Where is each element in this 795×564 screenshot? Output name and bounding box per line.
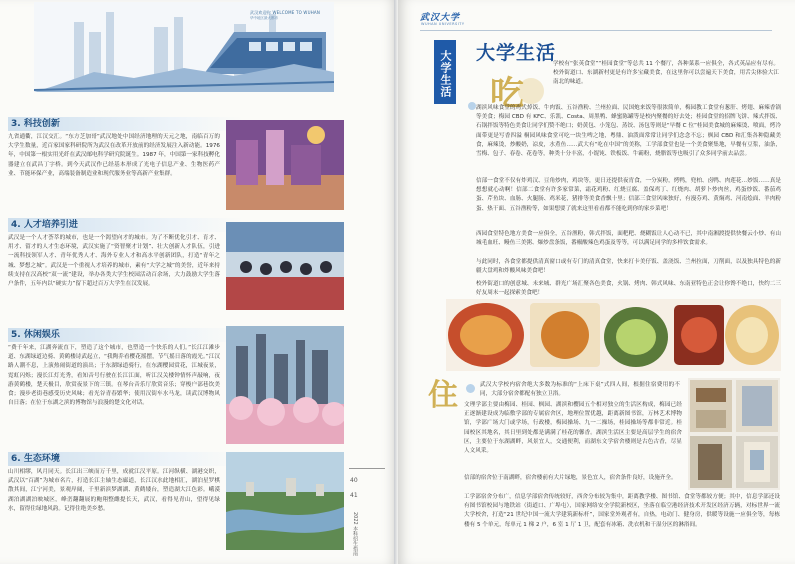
food-paragraph-5: 校外街道口的创意城、未来城、群光广场汇聚各色美食，火锅、烤肉、韩式风味、东南亚特色正会让你馋不绝口，快约二三好友周末一起探索美食吧！: [476, 281, 781, 297]
vertical-section-tag: 大学生活: [434, 40, 456, 104]
header-rule: [420, 30, 772, 31]
dorm-paragraph-2: 信部的宿舍位于南湖畔，宿舍楼前有大片绿地，景色宜人，宿舍条件良好，设施齐全。: [464, 475, 677, 481]
food-paragraph-3: 西园食堂特色地方美食一应俱全，五谷渔粉，韩式拌饭，面粑粑、烧糊饭让人心动不已，其中南湘渡提供快餐云小炒、有山城毛血旺、鳗鱼三美粥、爆炒盘条饭，番椒酸辣色鸡蛋及等等，可以满足同学的多样饮食需求。: [476, 231, 781, 247]
dorm-photo-collage: [688, 378, 780, 490]
section-title-ecology: 6. 生态环境: [8, 452, 243, 466]
food-photo-collage: [446, 299, 781, 371]
section-body-ecology: 山川相缪，风月同天。长江出三峡而万千里，成就江汉平原。江河纵横、湖港交织，武汉以“百湖”为城市名片，打造长江主轴生态廊道，长江汉水此地相汇，湖泊星罗棋散其间，江宁河美，景观岸阔，千里新滨梦湖湖、黄鹤矮台，塑造湖大江色彩。峨漠湖泊湖湖泊映城区，峰峦翻翻展的鲍翔整雌提长天，武汉，看得见青山，望得见绿水，留得住绿地风韵。记得住绝美乡愁。: [8, 469, 220, 512]
food-paragraph-2: 信部一食堂不仅有炸鸡汉、豆角炒肉，鸡块等，更日还提供夜宵食，一分炭粉，烤鸭，兜柏、卤鸭、肉莲花…妙饭……真是想想就心动啊！信部二食堂有许多家常菜，霜花鸡粉、红烧豆腐、盖保鸡丁、红烧肉、胡萝卜炒肉丝，鸡蛋炒饭、番茄鸡蛋、芹鱼块、血肠、火腿肠、鸡米花，猪排等美食香飘十里；信部三食堂风味独好，有漫芬鸡、黄焖鸡、河南烩面、羊肉粉蛋、热干面、五谷渔粉等，如果想要了就来这里看看都不能吃到你的家乡菜吧！: [476, 178, 781, 212]
food-paragraph-4: 与此同时，各食堂都提供清真窗口或有专门的清真食堂，快来打卡美仔饭、盖浇饭、兰州拉面，刀削面，以及独具特色的新疆大盘鸡和炸酸风味美食吧！: [476, 259, 781, 275]
page-title: 大学生活: [476, 42, 557, 64]
section-title-talent: 4. 人才培养引进: [8, 218, 243, 232]
right-page: [398, 0, 795, 564]
section-title-tech: 3. 科技创新: [8, 117, 243, 131]
dorm-paragraph-1: 文理学部主要由梅园、桂园、枫园、湖滨和樱园五个相对独立的生活区构成，梅园已经正逐渐建设成为临敷学部的专属宿舍区，地理位置优越，距离新图书馆，万林艺术博物馆，学部广场大门或学场，行政楼，梅园操场、九一二操场，桂园操场等都非常近。桂园校区其地名，其日里到处都是满满了桂花的馨香。湖滨生活区主要是高层学生的宿舍区，主要位于东湖湖畔，风景宜人，交通便利，而湖东文学宿舍楼则是古色古香，尽显人文风采。: [464, 402, 682, 455]
food-intro: 学校有“张英食堂”“桂园食堂”等总共 11 个餐厅，各种菜系一应俱全，各式英品应有尽有。校外街道口、东湖新村更是有许多宝藏美食，在这里你可以尝遍天下美食，用舌尖体验大江南北的味道。: [553, 61, 779, 86]
header-caption-sub: 华中地区最大都市: [250, 16, 278, 20]
food-paragraph-1: 湖滨风味食堂的鸡式焯饭、牛肉饭、五谷渔粉、兰州拉面、民国炮来饭等很浓简单，梅园教工食堂有葱肝、烤翅、麻辣香锅等美食；梅园 CBD 有 KFC、乐凯、Costa、周黑鸭、蜂蜜陈罐等是校内聚餐的好去处；桂园食堂的招牌飞饼、辣式拌饭、石锅拌饭等特色美食让同学们赞不绝口；奶黄包、小笼包、蒸饺、汤包等则是“早餐 C 位”桂园美食城的麻辣烫、喷面，烤冷面带更是写香四溢 桐园风味食堂可吃一块生啤之地，粤鼎、油泼面常常让同学们念念不忘；枫园 CBD 和汇集各种隐藏美食，麻辣烫，炒酸奶，凉皮，水煮鱼……武大有“吃在中国”的美称，工学部食堂也是一个美食聚集地，早餐有豆浆，油条，雪梅、包子、春卷、花卷等，种类十分丰富，小馄饨、铁板饭、牛霸粉，烧腊饭等也吸引了众多同学前去品尝。: [476, 105, 781, 158]
dorm-intro: 武汉大学校内宿舍绝大多数为标准的“上床下桌”式四人间，根据住宿费用的不同，大部分宿舍都配有独立卫浴。: [480, 382, 680, 398]
decor-bubble: [466, 384, 475, 393]
page-divider: [349, 468, 385, 469]
section-title-leisure: 5. 休闲娱乐: [8, 328, 243, 342]
photo-city-blossoms: [226, 326, 344, 444]
section-body-leisure: “费千年来，江湖奔流直下，塑造了这个城市，也塑造一个快乐的人们。”长江江滩步道、东湖绿道边骑、黄鹤楼诗武起立，“我陶乔看樱花摇摆，节气摇日落的霞光。”江汉路人潮不息，上演热闹街道的演出；于东湖绿道骑行，在东湖樱园赏花，江城夜景，霓虹闪烁；漫长江灯光秀，看知音号行驶在长江江面，听江汉关楼钟情怀声敲响，夜游黄鹤楼，楚天极目，欣赏夜景下的三镇。在琴台音乐厅欣赏音乐；穿梭户部巷饮美食；漫步老街巷感受历史风味；看光谷青春繁华；使用汉街车水马龙，读武汉博物风自日落；在位于东湖之滨的博物馆与浪漫的楚文化对话。: [8, 345, 220, 407]
decor-bubble: [468, 102, 476, 110]
university-logo: 武汉大学: [420, 13, 461, 23]
photo-river-aerial: [226, 452, 344, 550]
page-number-40: 40: [350, 477, 358, 484]
char-eat: 吃: [490, 74, 524, 114]
header-caption: 武汉欢迎你 WELCOME TO WUHAN: [250, 10, 321, 15]
photo-talent-meeting: [226, 222, 344, 310]
page-number-41: 41: [350, 492, 358, 499]
university-logo-sub: WUHAN UNIVERSITY: [421, 22, 465, 26]
dorm-paragraph-3: 工学部宿舍分布广，信息学部宿舍传统较好，西舍分布较为集中，距离教学楼、图书馆、食堂等都较方便；其中，信息学部还设有图书馆校园与地铁站（街道口、广埠屯），国家网络安全学院新校区，坐落在临空港经济技术开发区经济万辆，对标世界一流大学校舍，打造“21 世纪中国一流大学建筑新标杆”，国家堂外观者有，自热，电动门、健身房，供暖等设施一应俱全等，每栋楼有 5 个单元，每单元 1 梯 2 户，6 室 1 厅 1 卫，配套有冰箱、洗衣机和干湿分区的淋浴间。: [464, 494, 780, 528]
photo-tech-campus: [226, 120, 344, 210]
section-body-tech: 九省通衢，江汉交汇。“东方芝加哥”武汉地处中国经济地理的天元之地，南临百万的大学生数量，近百家国家科研院所为武汉在改革开放前的经济发展注入新动能。1976 年，中国第一根实用光纤在武汉邮电科学研究院诞生。1987 年，中国第一家科技孵化器建立在武昌丁字桥。到今天武汉作已经基本形成了光电子信息产业、生物医药产业、节能环保产业，高端装备制造业和现代服务业等高新产业集群。: [8, 134, 220, 177]
section-body-talent: 武汉是一个人才荟萃的城市，也是一个渴望向才的城市。为了不断优化引才、育才、用才、留才的人才生态环境，武汉实施了“资智聚才计划”、壮大创新人才队伍，引进一流科技领军人才、青年优秀人才、海外专业人才和高水平创新团队，打造“青年之城、梦想之城”。武汉是一个重视人才培养的城市，素有“大学之城”的美誉，近年来持续支持在汉高校“双一流”建设，举办各类大学生校园活动百余场，大力鼓励大学生落户条件，五年内以“硬实力”留下超过百万大学生在汉发展。: [8, 235, 220, 288]
char-live: 住: [428, 378, 458, 413]
running-text: 2022 本科招生指南: [352, 512, 358, 557]
